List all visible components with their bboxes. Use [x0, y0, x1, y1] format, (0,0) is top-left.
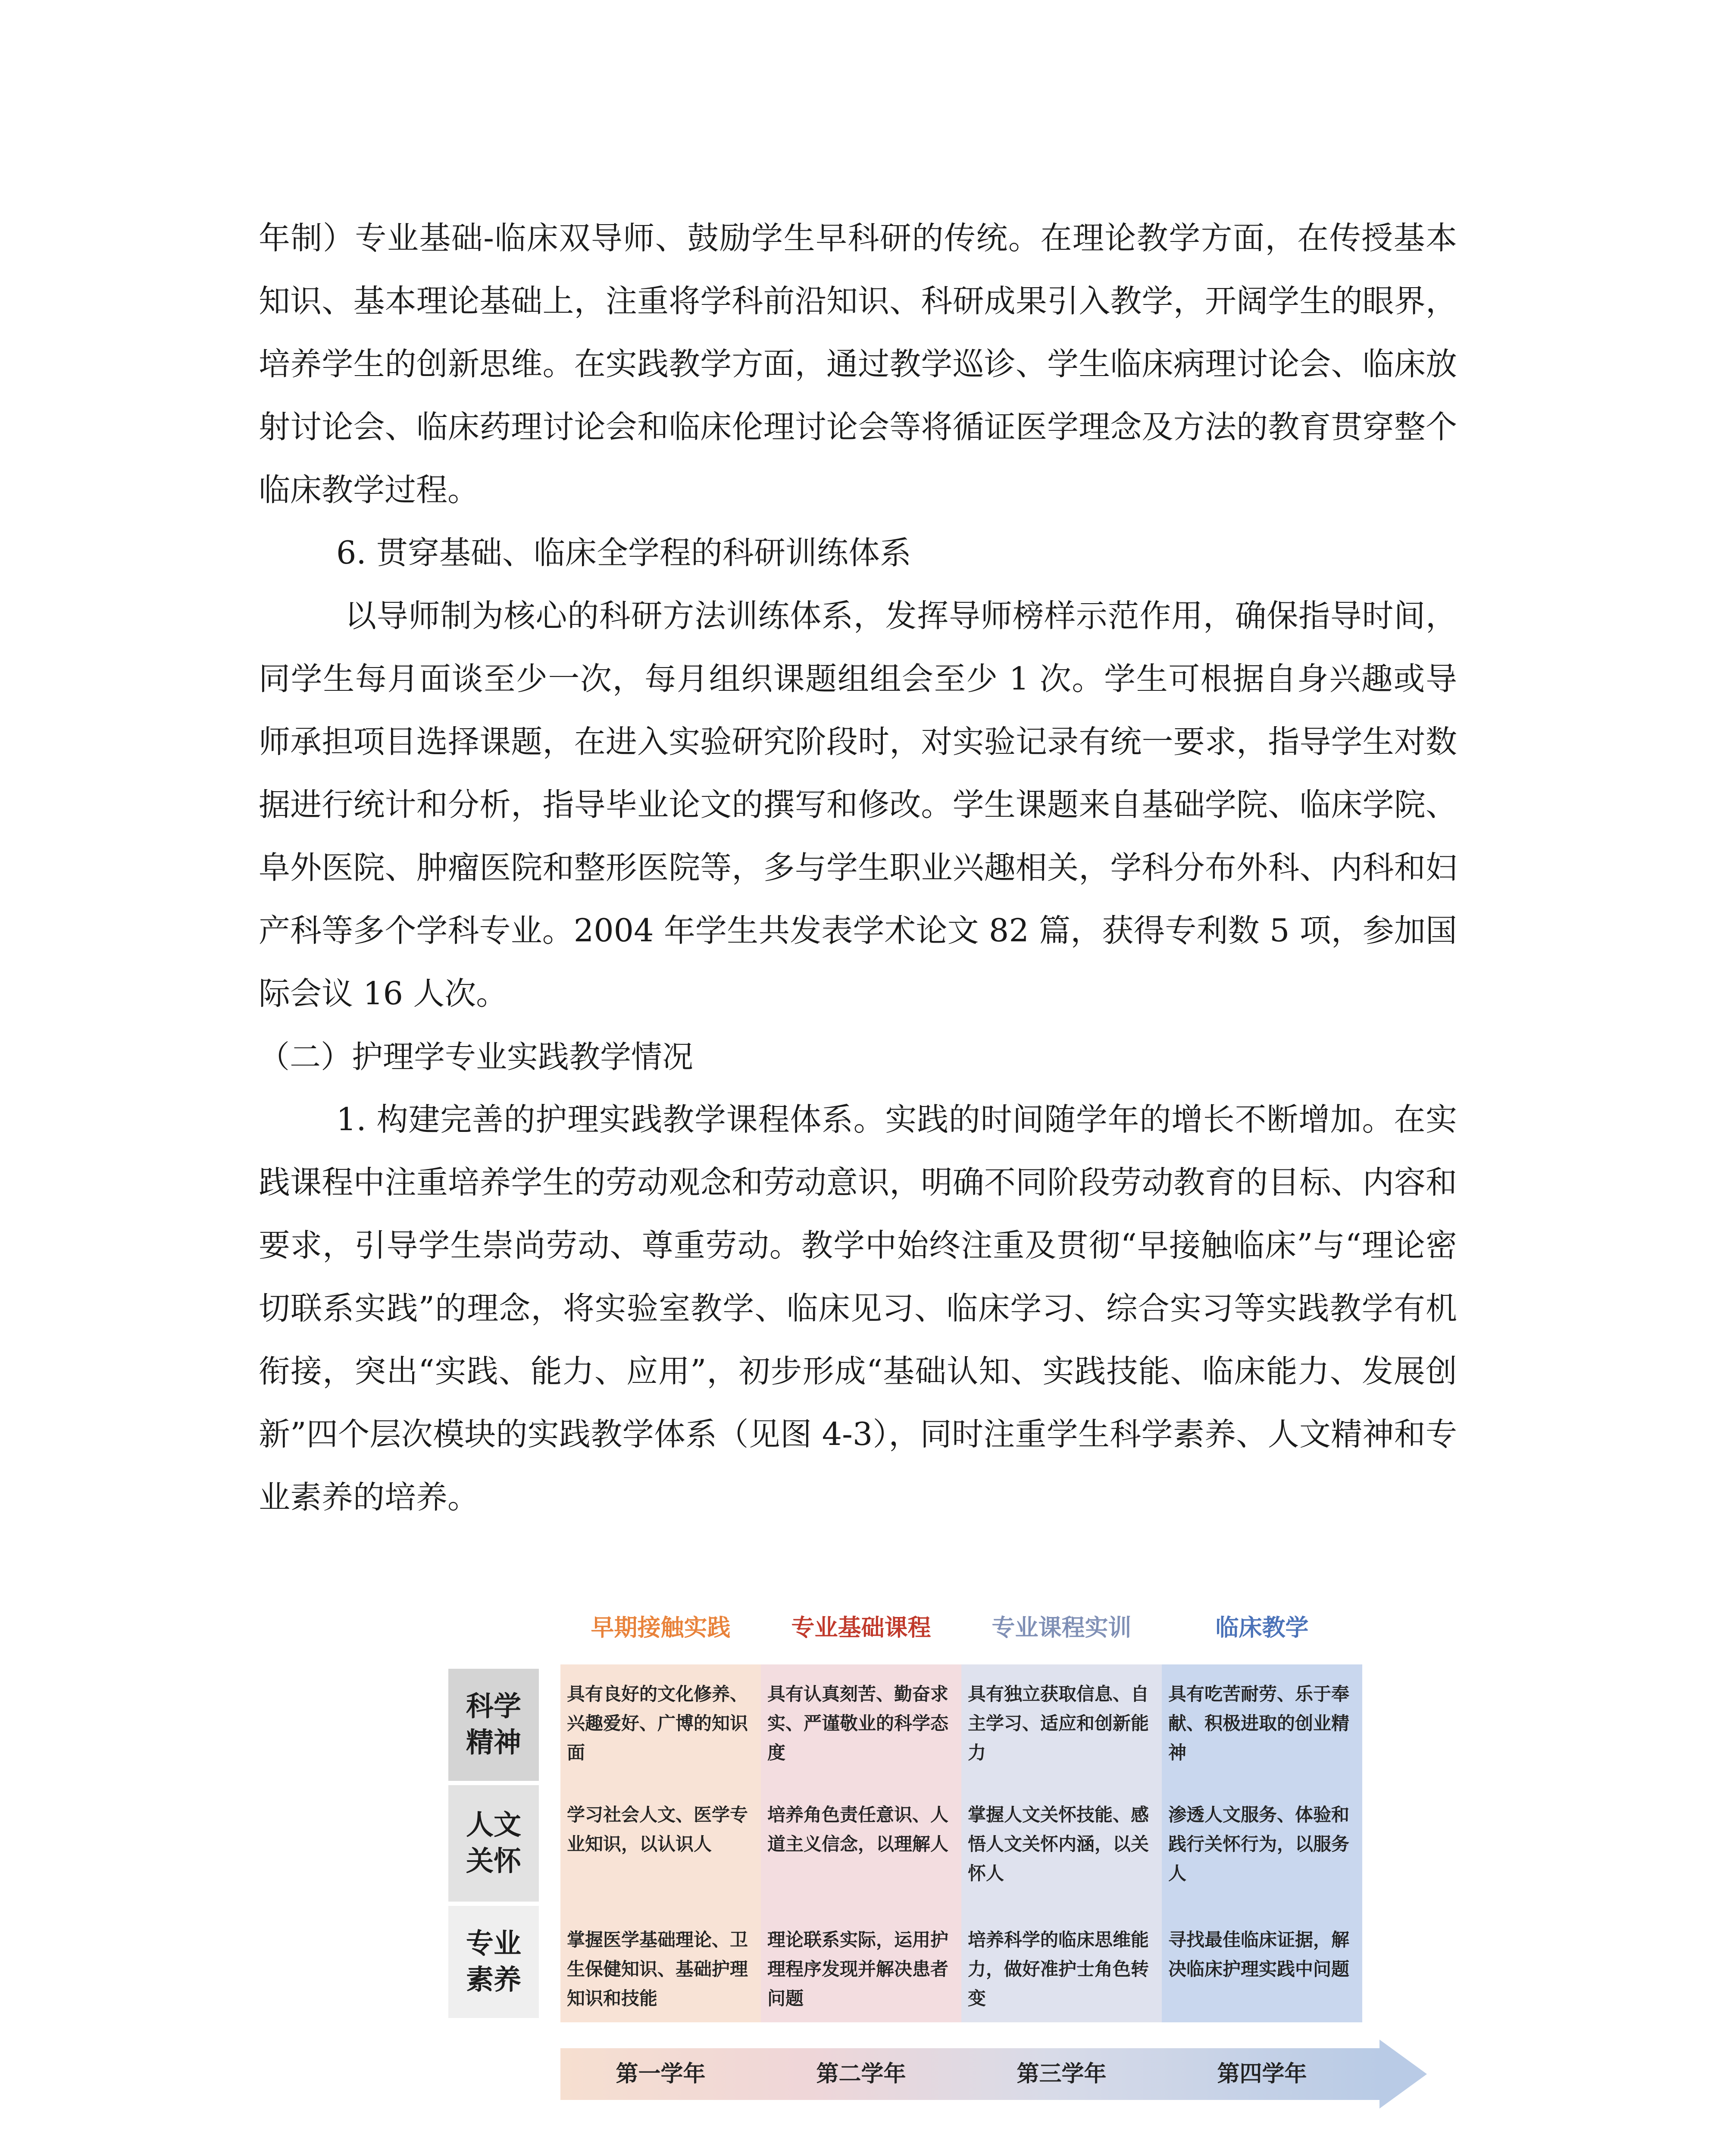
- arrow-right-icon: [1379, 2040, 1427, 2109]
- cell-r1-c1: 具有良好的文化修养、兴趣爱好、广博的知识面: [567, 1683, 748, 1763]
- cell-r2-c4: 渗透人文服务、体验和践行关怀行为，以服务人: [1168, 1804, 1350, 1884]
- cell-r1-c2: 具有认真刻苦、勤奋求实、严谨敬业的科学态度: [767, 1683, 949, 1763]
- row-label-humanity: [448, 1785, 539, 1902]
- year-label-3: 第三学年: [1017, 2061, 1107, 2087]
- column-header-2: 专业基础课程: [791, 1614, 931, 1641]
- body-text: [259, 207, 1457, 1529]
- paragraph-1: 年制）专业基础-临床双导师、鼓励学生早科研的传统。在理论教学方面，在传授基本知识、基本理论基础上，注重将学科前沿知识、科研成果引入教学，开阔学生的眼界，培养学生的创新思维。在实践教学方面，通过教学巡诊、学生临床病理讨论会、临床放射讨论会、临床药理讨论会和临床伦理讨论会等将循证医学理念及方法的教育贯穿整个临床教学过程。: [259, 220, 1457, 508]
- nursing-practice-figure: [448, 1604, 1414, 2139]
- cell-r1-c3: 具有独立获取信息、自主学习、适应和创新能力: [968, 1683, 1149, 1763]
- cell-r3-c3: 培养科学的临床思维能力，做好准护士角色转变: [968, 1929, 1149, 2009]
- row-label-professional: [448, 1906, 539, 2018]
- paragraph-2: 以导师制为核心的科研方法训练体系，发挥导师榜样示范作用，确保指导时间，同学生每月面谈至少一次，每月组织课题组组会至少 1 次。学生可根据自身兴趣或导师承担项目选择课题，在进入实验研究阶段时，对实验记录有统一要求，指导学生对数据进行统计和分析，指导毕业论文的撰写和修改。学生课题来自基础学院、临床学院、阜外医院、肿瘤医院和整形医院等，多与学生职业兴趣相关，学科分布外科、内科和妇产科等多个学科专业。2004 年学生共发表学术论文 82 篇，获得专利数 5 项，参加国际会议 16 人次。: [259, 598, 1457, 1012]
- cell-r1-c4: 具有吃苦耐劳、乐于奉献、积极进取的创业精神: [1168, 1683, 1350, 1763]
- heading-6: 6. 贯穿基础、临床全学程的科研训练体系: [336, 535, 911, 571]
- year-label-4: 第四学年: [1217, 2061, 1307, 2087]
- cell-r3-c4: 寻找最佳临床证据，解决临床护理实践中问题: [1168, 1929, 1350, 1980]
- row-label-humanity-text: 人文关怀: [466, 1809, 521, 1877]
- section-heading-nursing: （二）护理学专业实践教学情况: [259, 1039, 694, 1075]
- row-label-science: [448, 1669, 539, 1781]
- row-label-science-text: 科学精神: [466, 1691, 521, 1759]
- year-label-2: 第二学年: [816, 2061, 906, 2087]
- figure-caption: [0, 2154, 1711, 2156]
- column-header-3: 专业课程实训: [992, 1614, 1132, 1641]
- row-label-professional-text: 专业素养: [466, 1928, 521, 1996]
- paragraph-3: 1. 构建完善的护理实践教学课程体系。实践的时间随学年的增长不断增加。在实践课程中注重培养学生的劳动观念和劳动意识，明确不同阶段劳动教育的目标、内容和要求，引导学生崇尚劳动、尊重劳动。教学中始终注重及贯彻“早接触临床”与“理论密切联系实践”的理念，将实验室教学、临床见习、临床学习、综合实习等实践教学有机衔接，突出“实践、能力、应用”，初步形成“基础认知、实践技能、临床能力、发展创新”四个层次模块的实践教学体系（见图 4-3），同时注重学生科学素养、人文精神和专业素养的培养。: [259, 1101, 1457, 1516]
- column-header-1: 早期接触实践: [591, 1614, 731, 1641]
- year-label-1: 第一学年: [616, 2061, 706, 2087]
- cell-r2-c1: 学习社会人文、医学专业知识，以认识人: [567, 1804, 748, 1855]
- cell-r2-c2: 培养角色责任意识、人道主义信念，以理解人: [767, 1804, 949, 1855]
- cell-r3-c1: 掌握医学基础理论、卫生保健知识、基础护理知识和技能: [567, 1929, 748, 2009]
- column-header-4: 临床教学: [1215, 1614, 1309, 1641]
- cell-r3-c2: 理论联系实际，运用护理程序发现并解决患者问题: [767, 1929, 949, 2009]
- cell-r2-c3: 掌握人文关怀技能、感悟人文关怀内涵，以关怀人: [968, 1804, 1149, 1884]
